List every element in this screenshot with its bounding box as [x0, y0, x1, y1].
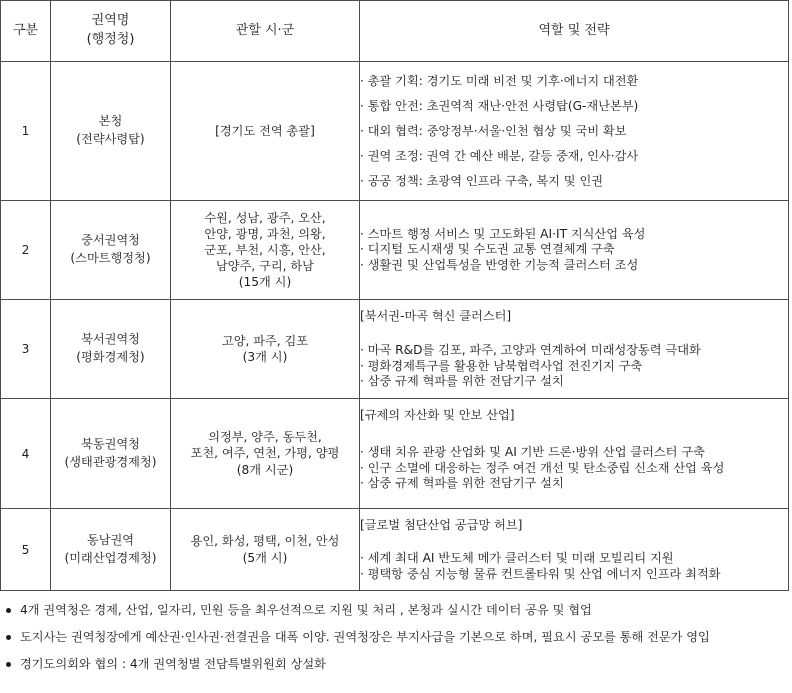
note-text: 4개 권역청은 경제, 산업, 일자리, 민원 등을 최우선적으로 지원 및 처리 , 본청과 실시간 데이터 공유 및 협업: [20, 603, 592, 617]
header-role-strategy: 역할 및 전략: [360, 1, 789, 62]
jurisdiction-line: 안양, 광명, 과천, 의왕,: [204, 226, 326, 241]
role-item: · 디지털 도시재생 및 수도권 교통 연결체계 구축: [360, 242, 788, 258]
role-item: · 마곡 R&D를 김포, 파주, 고양과 연계하여 미래성장동력 극대화: [360, 343, 788, 359]
role-heading: [규제의 자산화 및 안보 산업]: [360, 408, 515, 422]
table-row: [1, 399, 789, 509]
row-number: 4: [1, 399, 51, 509]
note-text: 도지사는 권역청장에게 예산권·인사권·전결권을 대폭 이양. 권역청장은 부지사급을 기본으로 하며, 필요시 공모를 통해 전문가 영입: [20, 630, 710, 644]
row-number: 3: [1, 300, 51, 399]
region-name-cell: [51, 399, 171, 509]
jurisdiction-line: (15개 시): [238, 275, 292, 290]
jurisdiction-line: 수원, 성남, 광주, 오산,: [204, 210, 326, 225]
role-list: [360, 343, 788, 390]
note-item: [0, 624, 788, 651]
bullet-icon: [6, 635, 11, 640]
role-item: · 스마트 행정 서비스 및 고도화된 AI·IT 지식산업 육성: [360, 227, 788, 243]
region-subtitle: (미래산업경제청): [64, 550, 157, 565]
role-cell: [360, 300, 789, 399]
header-jurisdiction: 관할 시·군: [171, 1, 360, 62]
region-name-cell: [51, 201, 171, 300]
jurisdiction-cell: [171, 62, 360, 201]
role-item: · 평택항 중심 지능형 물류 컨트롤타워 및 산업 에너지 인프라 최적화: [360, 567, 788, 583]
role-cell: [360, 62, 789, 201]
jurisdiction-line: (5개 시): [242, 550, 288, 565]
role-heading: [북서권-마곡 혁신 클러스터]: [360, 309, 512, 323]
table-row: [1, 509, 789, 591]
region-subtitle: (스마트행정청): [70, 251, 151, 265]
notes-list: [0, 597, 788, 678]
role-cell: [360, 201, 789, 300]
jurisdiction-cell: [171, 300, 360, 399]
jurisdiction-line: 의정부, 양주, 동두천,: [208, 430, 322, 445]
role-heading: [글로벌 첨단산업 공급망 허브]: [360, 518, 523, 532]
table-row: [1, 62, 789, 201]
header-region-name-line1: 권역명: [91, 13, 130, 29]
jurisdiction-line: 남양주, 구리, 하남: [216, 259, 314, 274]
role-list: [360, 227, 788, 274]
note-item: [0, 597, 788, 624]
region-name: 북동권역청: [81, 436, 140, 451]
row-number: 2: [1, 201, 51, 300]
table-row: [1, 201, 789, 300]
region-name-cell: [51, 509, 171, 591]
region-subtitle: (평화경제청): [76, 350, 145, 364]
region-name-cell: [51, 300, 171, 399]
role-spacer: [360, 423, 788, 445]
role-list: [360, 551, 788, 582]
role-item: · 생태 치유 관광 산업화 및 AI 기반 드론·방위 산업 클러스터 구축: [360, 445, 788, 461]
header-division: 구분: [1, 1, 51, 62]
region-name: 본청: [98, 114, 123, 129]
jurisdiction-line: (3개 시): [242, 350, 288, 364]
jurisdiction-line: 포천, 여주, 연천, 가평, 양평: [190, 446, 340, 461]
jurisdiction-cell: [171, 399, 360, 509]
role-cell: [360, 509, 789, 591]
jurisdiction-line: 고양, 파주, 김포: [221, 333, 309, 348]
region-name: 동남권역: [86, 532, 135, 547]
header-region-name: [51, 1, 171, 62]
role-item: · 생활권 및 산업특성을 반영한 기능적 클러스터 조성: [360, 258, 788, 274]
role-cell: [360, 399, 789, 509]
bullet-icon: [6, 608, 11, 613]
table-header-row: [1, 1, 789, 62]
region-name-cell: [51, 62, 171, 201]
header-region-name-line2: (행정청): [86, 32, 135, 47]
role-item: · 통합 안전: 초권역적 재난·안전 사령탑(G-재난본부): [360, 94, 788, 119]
jurisdiction-line: 군포, 부천, 시흥, 안산,: [204, 242, 326, 257]
note-text: 경기도의회와 협의 : 4개 권역청별 전담특별위원회 상설화: [20, 657, 326, 671]
role-list: [360, 445, 788, 492]
role-item: · 대외 협력: 중앙정부·서울·인천 협상 및 국비 확보: [360, 119, 788, 144]
jurisdiction-line: 용인, 화성, 평택, 이천, 안성: [190, 534, 340, 549]
region-name: 북서권역청: [81, 332, 140, 347]
role-item: · 세계 최대 AI 반도체 메가 클러스터 및 미래 모빌리티 지원: [360, 551, 788, 567]
role-spacer: [360, 533, 788, 551]
row-number: 1: [1, 62, 51, 201]
role-list: [360, 69, 788, 194]
note-item: [0, 651, 788, 678]
role-item: · 총괄 기획: 경기도 미래 비전 및 기후·에너지 대전환: [360, 69, 788, 94]
jurisdiction-line: [경기도 전역 총괄]: [215, 123, 315, 138]
role-item: · 공공 정책: 초광역 인프라 구축, 복지 및 인권: [360, 169, 788, 194]
role-spacer: [360, 324, 788, 343]
jurisdiction-line: (8개 시군): [236, 462, 294, 477]
row-number: 5: [1, 509, 51, 591]
role-item: · 평화경제특구를 활용한 남북협력사업 전진기지 구축: [360, 359, 788, 375]
role-item: · 삼중 규제 혁파를 위한 전담기구 설치: [360, 374, 788, 390]
jurisdiction-cell: [171, 509, 360, 591]
region-name: 중서권역청: [81, 233, 140, 248]
region-subtitle: (전략사령탑): [76, 132, 145, 146]
jurisdiction-cell: [171, 201, 360, 300]
role-item: · 권역 조정: 권역 간 예산 배분, 갈등 중재, 인사·감사: [360, 144, 788, 169]
role-item: · 인구 소멸에 대응하는 정주 여건 개선 및 탄소중립 신소재 산업 육성: [360, 461, 788, 477]
region-subtitle: (생태관광경제청): [64, 454, 157, 469]
bullet-icon: [6, 662, 11, 667]
role-item: · 삼중 규제 혁파를 위한 전담기구 설치: [360, 476, 788, 492]
table-row: [1, 300, 789, 399]
